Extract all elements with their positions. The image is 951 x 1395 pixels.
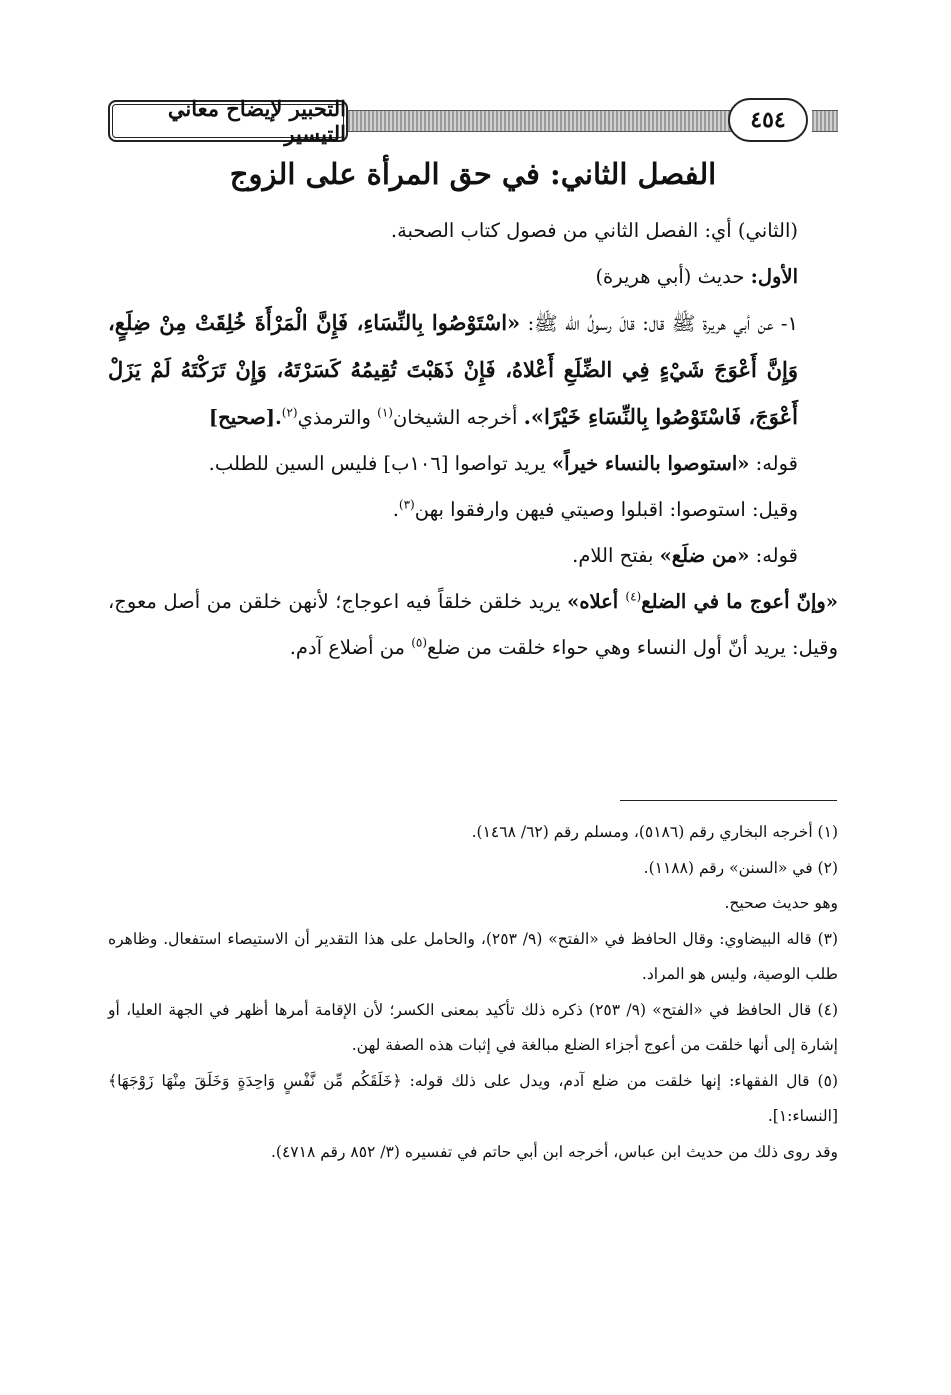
footnotes xyxy=(108,815,838,1170)
footnote-2-note: وهو حديث صحيح. xyxy=(724,894,838,912)
footnote-ref-1: (١) xyxy=(377,405,393,420)
c4-quote-b: أعلاه» xyxy=(567,590,626,613)
footnote-ref-3: (٣) xyxy=(398,497,415,512)
hadith-grade: .[صحيح] xyxy=(208,406,282,429)
footnote-2: (٢) في «السنن» رقم (١١٨٨). xyxy=(643,858,838,877)
header-ornament-band xyxy=(344,110,758,132)
footnote-ref-2: (٢) xyxy=(281,405,298,420)
footnote-1: (١) أخرجه البخاري رقم (٥١٨٦)، ومسلم رقم (٦٢/ ١٤٦٨). xyxy=(471,823,838,841)
hadith-lead: ١- عن أبي هريرة ﷺ قال: قالَ رسولُ الله ﷺ: xyxy=(520,312,798,335)
hadith-source-a: أخرجه الشيخان xyxy=(392,406,524,429)
footnote-4: (٤) قال الحافظ في «الفتح» (٩/ ٢٥٣) ذكره ذلك تأكيد بمعنى الكسر؛ لأن الإقامة أمرها أظهر في الجهة العليا، أو إشارة إلى أنها خلقت من أعوج أجزاء الضلع مبالغة في إثبات هذه الصفة لهن. xyxy=(108,1000,838,1054)
commentary-3 xyxy=(108,533,838,579)
first-label: الأول: xyxy=(750,265,798,288)
commentary-4 xyxy=(108,579,838,671)
chapter-title: الفصل الثاني: في حق المرأة على الزوج xyxy=(229,157,717,191)
c4-quote-a: «وإنّ أعوج ما في الضلع xyxy=(641,590,838,613)
c2-text: وقيل: استوصوا: اقبلوا وصيتي فيهن وارفقوا بهن xyxy=(414,498,798,521)
c1-quote: «استوصوا بالنساء خيراً» xyxy=(551,452,750,475)
book-title: التحبير لإيضاح معاني التيسير xyxy=(108,100,348,142)
commentary-2 xyxy=(108,487,838,533)
footnote-5-note: وقد روى ذلك من حديث ابن عباس، أخرجه ابن أبي حاتم في تفسيره (٣/ ٨٥٢ رقم ٤٧١٨). xyxy=(271,1142,838,1161)
running-header xyxy=(108,96,838,146)
hadith-paragraph xyxy=(108,300,838,441)
hadith-text: «اسْتَوْصُوا بِالنِّسَاءِ، فَإِنَّ الْمَرْأَةَ خُلِقَتْ مِنْ ضِلَعٍ، وَإِنَّ أَعْوَجَ شَيْءٍ فِي الضِّلَعِ أَعْلاهُ، فَإِنْ ذَهَبْتَ تُقِيمُهُ كَسَرْتَهُ، وَإِنْ تَرَكْتَهُ لَمْ يَزَلْ أَعْوَجَ، فَاسْتَوْصُوا بِالنِّسَاءِ خَيْرًا». xyxy=(108,310,798,429)
footnote-separator xyxy=(620,800,837,801)
first-hadith-heading xyxy=(108,254,838,300)
c4-rest-a: يريد خلقن خلقاً فيه اعوجاج؛ لأنهن خلقن من أصل معوج، وقيل: يريد أنّ أول النساء وهي حواء خلقت من ضلع xyxy=(108,590,838,659)
first-text: حديث (أبي هريرة) xyxy=(595,265,751,288)
hadith-source-b: والترمذي xyxy=(297,406,378,429)
c4-rest-b: من أضلاع آدم. xyxy=(289,636,412,659)
intro-text: (الثاني) أي: الفصل الثاني من فصول كتاب الصحبة. xyxy=(390,219,798,242)
footnote-ref-5: (٥) xyxy=(411,635,428,650)
footnote-5: (٥) قال الفقهاء: إنها خلقت من ضلع آدم، ويدل على ذلك قوله: ﴿خَلَقَكُم مِّن نَّفْسٍ وَاحِدَةٍ وَخَلَقَ مِنْهَا زَوْجَهَا﴾[النساء:١]. xyxy=(108,1071,838,1125)
footnote-3: (٣) قاله البيضاوي: وقال الحافظ في «الفتح» (٩/ ٢٥٣)، والحامل على هذا التقدير أن الاستيصاء استفعال. وظاهره طلب الوصية، وليس هو المراد. xyxy=(108,929,839,983)
c2-end: . xyxy=(392,498,399,521)
footnote-ref-4: (٤) xyxy=(625,589,642,604)
c3-quote: «من ضلَع» xyxy=(659,544,750,567)
c3-rest: بفتح اللام. xyxy=(572,544,660,567)
c3-lead: قوله: xyxy=(749,544,798,567)
c1-rest: يريد تواصوا [١٠٦ب] فليس السين للطلب. xyxy=(208,452,552,475)
commentary-1 xyxy=(108,441,838,487)
c1-lead: قوله: xyxy=(749,452,798,475)
page-number: ٤٥٤ xyxy=(728,98,808,142)
intro-line xyxy=(108,208,838,254)
main-text xyxy=(108,150,838,671)
header-ornament-tail xyxy=(812,110,838,132)
